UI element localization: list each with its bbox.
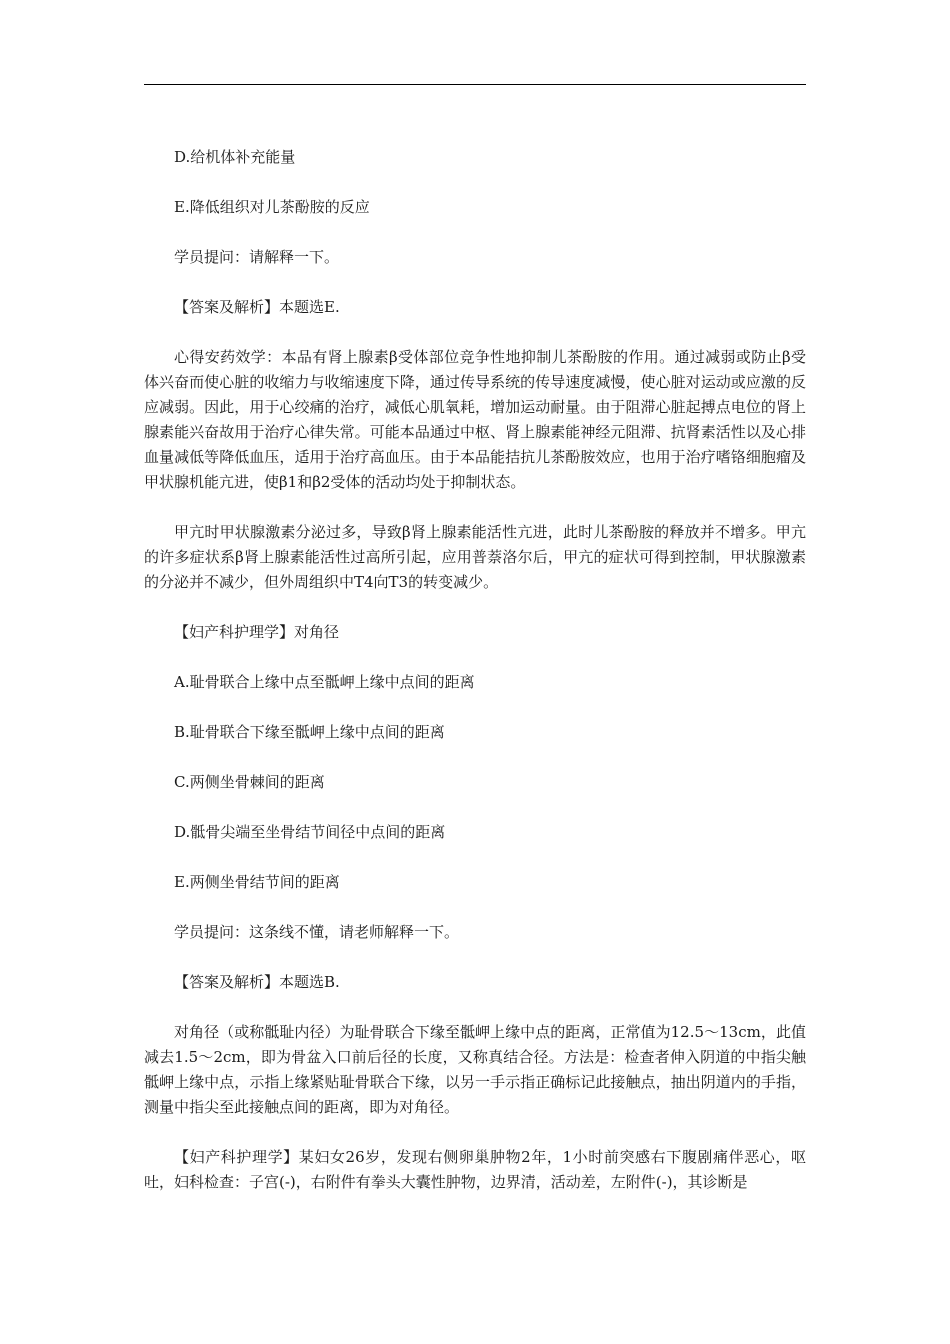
option-e: E.降低组织对儿茶酚胺的反应 bbox=[174, 198, 370, 216]
option-e: E.两侧坐骨结节间的距离 bbox=[174, 873, 340, 891]
explanation-paragraph: 甲亢时甲状腺激素分泌过多，导致β肾上腺素能活性亢进，此时儿茶酚胺的释放并不增多。甲亢的许多症状系β肾上腺素能活性过高所引起，应用普萘洛尔后，甲亢的症状可得到控制，甲状腺激素的分泌并不减少，但外周组织中T4向T3的转变减少。 bbox=[144, 523, 806, 591]
option-c: C.两侧坐骨棘间的距离 bbox=[174, 773, 325, 791]
student-question: 学员提问：这条线不懂，请老师解释一下。 bbox=[174, 923, 460, 941]
option-a: A.耻骨联合上缘中点至骶岬上缘中点间的距离 bbox=[174, 673, 475, 691]
option-d: D.骶骨尖端至坐骨结节间径中点间的距离 bbox=[174, 823, 446, 841]
explanation-paragraph: 心得安药效学：本品有肾上腺素β受体部位竞争性地抑制儿茶酚胺的作用。通过减弱或防止β受体兴奋而使心脏的收缩力与收缩速度下降，通过传导系统的传导速度减慢，使心脏对运动或应激的反应减弱。因此，用于心绞痛的治疗，减低心肌氧耗，增加运动耐量。由于阻滞心脏起搏点电位的肾上腺素能兴奋故用于治疗心律失常。可能本品通过中枢、肾上腺素能神经元阻滞、抗肾素活性以及心排血量减低等降低血压，适用于治疗高血压。由于本品能拮抗儿茶酚胺效应，也用于治疗嗜铬细胞瘤及甲状腺机能亢进，使β1和β2受体的活动均处于抑制状态。 bbox=[144, 348, 806, 491]
question-paragraph: 【妇产科护理学】某妇女26岁，发现右侧卵巢肿物2年，1小时前突感右下腹剧痛伴恶心，呕吐，妇科检查：子宫(-)，右附件有拳头大囊性肿物，边界清，活动差，左附件(-)，其诊断是 bbox=[144, 1148, 806, 1191]
answer-heading: 【答案及解析】本题选B. bbox=[174, 973, 340, 991]
explanation-paragraph: 对角径（或称骶耻内径）为耻骨联合下缘至骶岬上缘中点的距离，正常值为12.5～13cm，此值减去1.5～2cm，即为骨盆入口前后径的长度，又称真结合径。方法是：检查者伸入阴道的中指尖触骶岬上缘中点，示指上缘紧贴耻骨联合下缘，以另一手示指正确标记此接触点，抽出阴道内的手指，测量中指尖至此接触点间的距离，即为对角径。 bbox=[144, 1023, 806, 1116]
answer-heading: 【答案及解析】本题选E. bbox=[174, 298, 340, 316]
question-heading: 【妇产科护理学】对角径 bbox=[174, 623, 340, 641]
option-d: D.给机体补充能量 bbox=[174, 148, 296, 166]
document-body bbox=[144, 145, 806, 1195]
header-rule bbox=[144, 84, 806, 85]
option-b: B.耻骨联合下缘至骶岬上缘中点间的距离 bbox=[174, 723, 445, 741]
student-question: 学员提问：请解释一下。 bbox=[174, 248, 340, 266]
